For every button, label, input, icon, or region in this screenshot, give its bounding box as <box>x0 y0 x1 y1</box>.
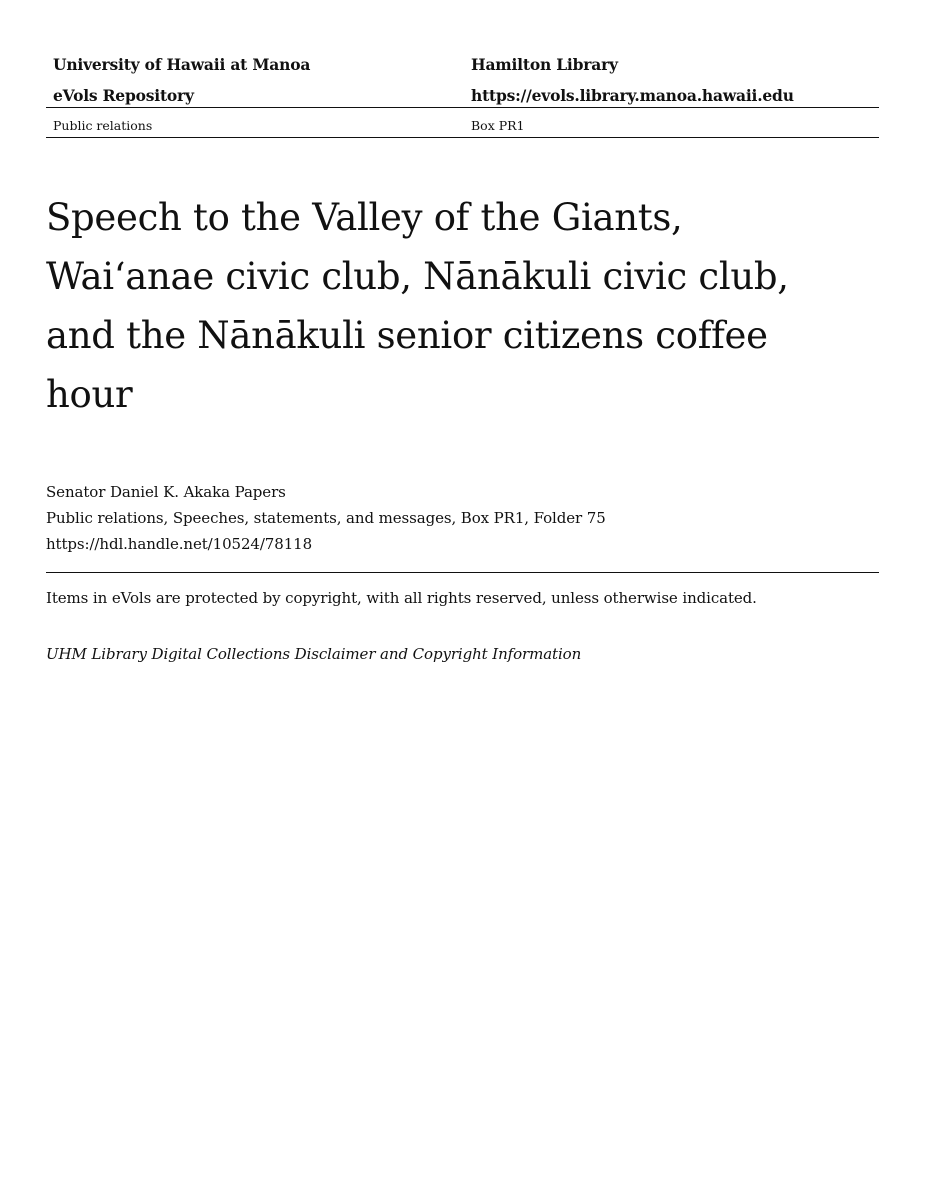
document-title: Speech to the Valley of the Giants, Waiʻanae civic club, Nānākuli civic club, and the Nānākuli senior citizens coffee hour <box>46 196 789 416</box>
collection-name: Senator Daniel K. Akaka Papers <box>46 483 286 501</box>
box-label: Box PR1 <box>471 118 525 133</box>
header-row-2 <box>46 86 879 106</box>
library-name: Hamilton Library <box>471 55 618 74</box>
header-divider-bottom <box>46 137 879 138</box>
handle-link[interactable]: https://hdl.handle.net/10524/78118 <box>46 535 313 553</box>
header-row-1 <box>46 55 879 75</box>
folder-location: Public relations, Speeches, statements, and messages, Box PR1, Folder 75 <box>46 509 606 527</box>
document-metadata <box>46 479 879 557</box>
metadata-divider <box>46 572 879 573</box>
institution-name: University of Hawaii at Manoa <box>53 55 311 74</box>
header-divider-top <box>46 107 879 108</box>
repository-url[interactable]: https://evols.library.manoa.hawaii.edu <box>471 86 794 105</box>
header-row-3 <box>46 118 879 134</box>
disclaimer-link[interactable]: UHM Library Digital Collections Disclaimer and Copyright Information <box>46 645 582 663</box>
copyright-notice: Items in eVols are protected by copyright, with all rights reserved, unless otherwise indicated. <box>46 589 757 607</box>
repository-name: eVols Repository <box>53 86 194 105</box>
series-label: Public relations <box>53 118 153 133</box>
